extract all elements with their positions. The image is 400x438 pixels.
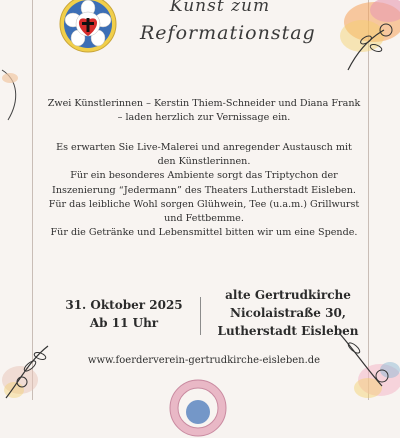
event-date-block — [54, 296, 194, 332]
event-time: Ab 11 Uhr — [89, 316, 159, 330]
watercolor-flower-topright-icon — [318, 0, 400, 80]
event-heading — [140, 0, 316, 46]
location-city: Lutherstadt Eisleben — [217, 324, 359, 338]
body-paragraph: Es erwarten Sie Live-Malerei und anregender Austausch mit den Künstlerinnen. — [56, 142, 352, 168]
body-paragraph: Für das leibliche Wohl sorgen Glühwein, Tee (u.a.m.) Grillwurst und Fettbemme. — [48, 198, 360, 225]
event-date: 31. Oktober 2025 — [65, 298, 183, 312]
heading-line1: Kunst zum — [169, 0, 271, 16]
foerderverein-seal-icon — [168, 378, 228, 438]
luther-rose-icon — [58, 0, 118, 54]
body-paragraph: Für die Getränke und Lebensmittel bitten wir um eine Spende. — [50, 227, 358, 239]
location-street: Nicolaistraße 30, — [230, 306, 346, 320]
body-text — [46, 141, 362, 240]
website-link[interactable]: www.foerderverein-gertrudkirche-eisleben.de — [87, 355, 321, 366]
body-paragraph: Für ein besonderes Ambiente sorgt das Triptychon der Inszenierung “Jedermann” des Theaters Lutherstadt Eisleben. — [52, 170, 356, 196]
vertical-divider — [200, 297, 201, 335]
heading-line2: Reformationstag — [140, 22, 316, 44]
intro-text: Zwei Künstlerinnen – Kerstin Thiem-Schneider und Diana Frank – laden herzlich zur Vernissage ein. — [47, 98, 361, 124]
watercolor-flower-topleft-icon — [0, 60, 40, 130]
location-name: alte Gertrudkirche — [225, 288, 351, 302]
